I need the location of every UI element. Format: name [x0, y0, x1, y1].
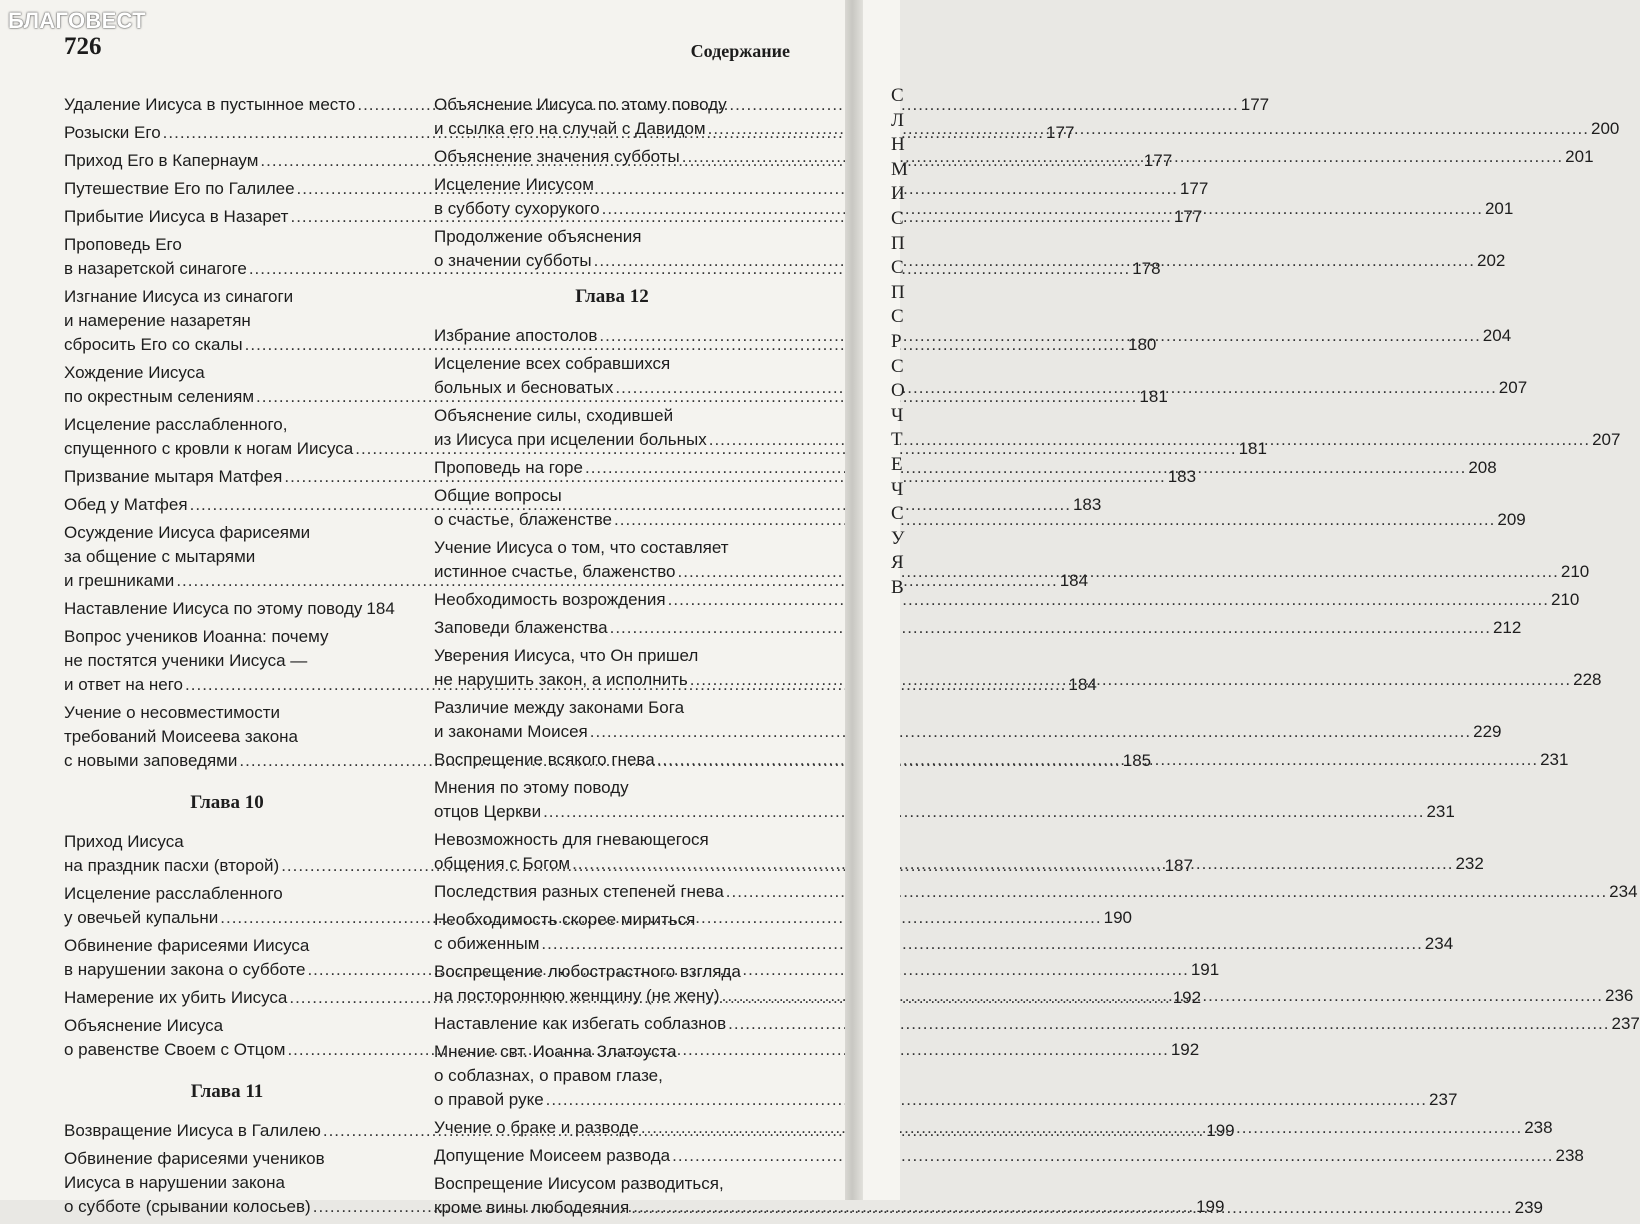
- toc-entry-title-line: Учение о браке и разводе: [434, 1118, 639, 1137]
- toc-entry-page: 234: [1609, 882, 1638, 901]
- dot-leader: [708, 117, 1589, 141]
- toc-entry-title-line: Наставление Иисуса по этому поводу: [64, 599, 363, 618]
- toc-entry-page: 177: [1240, 95, 1270, 114]
- dot-leader: [657, 748, 1538, 772]
- toc-entry-title-line: у овечьей купальни: [64, 908, 219, 927]
- toc-entry: [434, 696, 1502, 744]
- toc-entry-title-line: Общие вопросы: [434, 486, 562, 505]
- toc-entry-title-line: Приход Его в Капернаум: [64, 151, 259, 170]
- toc-entry-title-line: Объяснение силы, сходившей: [434, 406, 674, 425]
- facing-page-initials: [891, 84, 931, 600]
- toc-entry-title-line: о субботе (срывании колосьев): [64, 1197, 311, 1216]
- toc-entry-title-line: Иисуса в нарушении закона: [64, 1173, 285, 1192]
- toc-entry-title-line: Обвинение фарисеями учеников: [64, 1149, 325, 1168]
- toc-entry-page: 238: [1524, 1118, 1553, 1137]
- facing-page-initial: С: [891, 306, 904, 328]
- toc-entry-title-line: спущенного с кровли к ногам Иисуса: [64, 439, 354, 458]
- toc-entry-title-line: о правой руке: [434, 1090, 544, 1109]
- toc-entry-page: 237: [1611, 1014, 1640, 1033]
- toc-entry-page: 181: [1139, 387, 1168, 406]
- toc-entry-title-line: на праздник пасхи (второй): [64, 856, 280, 875]
- toc-entry-title-line: отцов Церкви: [434, 802, 542, 821]
- chapter-heading: Глава 11: [190, 1081, 264, 1102]
- watermark: БЛАГОВЕСТ: [8, 8, 146, 33]
- toc-entry-title-line: Воспрещение любострастного взгляда: [434, 962, 741, 981]
- toc-entry-title-line: Исцеление расслабленного,: [64, 415, 288, 434]
- toc-entry-title-line: Воспрещение Иисусом разводиться,: [434, 1174, 724, 1193]
- toc-entry-title-line: Учение о несовместимости: [64, 703, 281, 722]
- toc-entry-title-line: Возвращение Иисуса в Галилею: [64, 1121, 321, 1140]
- toc-entry-page: 207: [1592, 430, 1621, 449]
- toc-entry-title-line: Объяснение Иисуса по этому поводу: [434, 95, 727, 114]
- toc-entry-page: 208: [1468, 458, 1497, 477]
- toc-entry-page: 190: [1103, 908, 1132, 927]
- toc-entry-title-line: общения с Богом: [434, 854, 571, 873]
- toc-entry-page: 192: [1172, 988, 1202, 1007]
- toc-entry-title-line: Невозможность для гневающегося: [434, 830, 709, 849]
- dot-leader: [668, 588, 1549, 612]
- toc-entry-title-line: Проповедь на горе: [434, 458, 583, 477]
- toc-entry-page: 201: [1565, 147, 1594, 166]
- dot-leader: [590, 720, 1471, 744]
- facing-page-initial: Я: [891, 552, 904, 574]
- dot-leader: [594, 249, 1475, 273]
- toc-entry-title-line: Последствия разных степеней гнева: [434, 882, 724, 901]
- toc-entry-title-line: Объяснение значения субботы: [434, 147, 680, 166]
- facing-page-edge: [863, 0, 908, 1200]
- toc-entry-title-line: за общение с мытарями: [64, 547, 256, 566]
- toc-entry-title-line: на постороннюю женщину (не жену): [434, 986, 720, 1005]
- facing-page-initial: С: [891, 85, 904, 106]
- toc-entry-title-line: Продолжение объяснения: [434, 227, 642, 246]
- dot-leader: [641, 1116, 1522, 1140]
- dot-leader: [610, 616, 1491, 640]
- toc-entry-title-line: в нарушении закона о субботе: [64, 960, 306, 979]
- toc-entry-title-line: Удаление Иисуса в пустынное место: [64, 95, 356, 114]
- toc-entry-title-line: Учение Иисуса о том, что составляет: [434, 538, 729, 557]
- toc-entry-page: 200: [1590, 119, 1620, 138]
- dot-leader: [546, 1088, 1427, 1112]
- toc-entry-page: 238: [1555, 1146, 1584, 1165]
- toc-entry-title-line: о счастье, блаженстве: [434, 510, 612, 529]
- toc-entry-title-line: Мнения по этому поводу: [434, 778, 629, 797]
- toc-entry-page: 184: [1059, 571, 1089, 590]
- toc-entry: [434, 880, 1638, 904]
- toc-entry-title-line: Заповеди блаженства: [434, 618, 608, 637]
- toc-entry-title-line: и грешниками: [64, 571, 175, 590]
- toc-entry-page: 181: [1238, 439, 1267, 458]
- toc-entry-page: 177: [1173, 207, 1203, 226]
- toc-entry-title-line: не нарушить закон, а исполнить: [434, 670, 688, 689]
- facing-page-initial: В: [891, 576, 904, 598]
- toc-entry: [434, 1012, 1640, 1036]
- toc-entry-title-line: о равенстве Своем с Отцом: [64, 1040, 286, 1059]
- toc-entry-title-line: требований Моисеева закона: [64, 727, 298, 746]
- dot-leader: [602, 197, 1483, 221]
- toc-entry-title-line: Исцеление расслабленного: [64, 884, 283, 903]
- toc-entry-title-line: Необходимость возрождения: [434, 590, 666, 609]
- toc-entry-page: 229: [1473, 722, 1502, 741]
- toc-entry-title-line: Обвинение фарисеями Иисуса: [64, 936, 310, 955]
- facing-page-initial: Р: [891, 330, 902, 352]
- toc-entry: [434, 588, 1580, 612]
- toc-entry-title-line: Различие между законами Бога: [434, 698, 685, 717]
- toc-entry-page: 191: [1190, 960, 1220, 979]
- toc-entry: [434, 1144, 1584, 1168]
- toc-entry-title-line: о соблазнах, о правом глазе,: [434, 1066, 663, 1085]
- facing-page-initial: О: [891, 380, 905, 402]
- toc-entry-title-line: Призвание мытаря Матфея: [64, 467, 283, 486]
- toc-entry-title-line: в субботу сухорукого: [434, 199, 600, 218]
- chapter-heading: Глава 12: [575, 286, 649, 307]
- toc-entry-page: 231: [1426, 802, 1455, 821]
- toc-entry-page: 234: [1424, 934, 1454, 953]
- toc-entry-page: 183: [1167, 467, 1197, 486]
- toc-entry-title-line: Воспрещение всякого гнева: [434, 750, 655, 769]
- toc-entry-title-line: Прибытие Иисуса в Назарет: [64, 207, 289, 226]
- toc-entry-title-line: в назаретской синагоге: [64, 259, 247, 278]
- dot-leader: [543, 800, 1424, 824]
- toc-entry-page: 184: [1068, 675, 1097, 694]
- toc-entry-title-line: Приход Иисуса: [64, 832, 184, 851]
- toc-entry: [64, 597, 395, 621]
- toc-entry-title-line: Осуждение Иисуса фарисеями: [64, 523, 311, 542]
- toc-entry-title-line: Вопрос учеников Иоанна: почему: [64, 627, 329, 646]
- facing-page-initial: П: [891, 232, 905, 254]
- toc-entry-title-line: Намерение их убить Иисуса: [64, 988, 288, 1007]
- toc-entry-title-line: Допущение Моисеем развода: [434, 1146, 671, 1165]
- dot-leader: [631, 1196, 1512, 1220]
- toc-entry-page: 202: [1476, 251, 1506, 270]
- dot-leader: [678, 560, 1559, 584]
- toc-entry-page: 237: [1429, 1090, 1458, 1109]
- toc-entry-title-line: с новыми заповедями: [64, 751, 238, 770]
- toc-entry-page: 201: [1484, 199, 1514, 218]
- facing-page-initial: С: [891, 257, 904, 279]
- dot-leader: [709, 428, 1590, 452]
- toc-entry-page: 204: [1482, 326, 1512, 345]
- toc-entry-title-line: из Иисуса при исцелении больных: [434, 430, 707, 449]
- toc-entry-title-line: Хождение Иисуса: [64, 363, 205, 382]
- toc-entry-title-line: больных и бесноватых: [434, 378, 614, 397]
- toc-entry-page: 177: [1046, 123, 1075, 142]
- toc-entry-title-line: кроме вины любодеяния: [434, 1198, 630, 1217]
- dot-leader: [614, 508, 1495, 532]
- toc-entry-title-line: Избрание апостолов: [434, 326, 598, 345]
- facing-page-initial: Ч: [891, 404, 904, 426]
- dot-leader: [672, 1144, 1553, 1168]
- toc-entry-title-line: Путешествие Его по Галилее: [64, 179, 295, 198]
- toc-entry: [434, 776, 1455, 824]
- toc-entry-title-line: Исцеление Иисусом: [434, 175, 594, 194]
- toc-entry-page: 178: [1132, 259, 1161, 278]
- toc-entry-title-line: и ссылка его на случай с Давидом: [434, 119, 706, 138]
- toc-entry-page: 231: [1540, 750, 1569, 769]
- facing-page-initial: С: [891, 503, 904, 525]
- dot-leader: [572, 852, 1453, 876]
- toc-entry-title-line: по окрестным селениям: [64, 387, 255, 406]
- toc-entry-page: 177: [1179, 179, 1209, 198]
- facing-page-initial: П: [891, 281, 905, 303]
- toc-entry-page: 199: [1206, 1121, 1235, 1140]
- toc-entry-title-line: Исцеление всех собравшихся: [434, 354, 671, 373]
- toc-entry-page: 183: [1072, 495, 1102, 514]
- toc-entry-title-line: с обиженным: [434, 934, 540, 953]
- toc-entry-page: 199: [1196, 1197, 1225, 1216]
- toc-entry-page: 184: [366, 599, 395, 618]
- toc-entry-title-line: и ответ на него: [64, 675, 184, 694]
- toc-entry-title-line: Мнение свт. Иоанна Златоуста: [434, 1042, 677, 1061]
- page-number: 726: [64, 33, 102, 60]
- facing-page-initial: С: [891, 207, 904, 229]
- toc-entry-page: 228: [1573, 670, 1602, 689]
- toc-entry-page: 212: [1492, 618, 1522, 637]
- chapter-heading: Глава 10: [190, 792, 264, 813]
- book-gutter: [845, 0, 863, 1200]
- facing-page-initial: Н: [891, 134, 905, 156]
- facing-page-initial: Е: [891, 453, 903, 475]
- dot-leader: [682, 145, 1563, 169]
- running-title: Содержание: [690, 41, 790, 61]
- toc-entry-title-line: Изгнание Иисуса из синагоги: [64, 287, 294, 306]
- toc-entry-title-line: истинное счастье, блаженство: [434, 562, 676, 581]
- toc-entry-page: 187: [1164, 856, 1193, 875]
- toc-entry-title-line: Уверения Иисуса, что Он пришел: [434, 646, 699, 665]
- toc-entry-title-line: и законами Моисея: [434, 722, 588, 741]
- facing-page-initial: У: [891, 527, 905, 549]
- toc-entry-title-line: Объяснение Иисуса: [64, 1016, 224, 1035]
- toc-entry-title-line: Необходимость скорее мириться: [434, 910, 696, 929]
- facing-page-initial: И: [891, 183, 905, 205]
- toc-entry-title-line: сбросить Его со скалы: [64, 335, 243, 354]
- facing-page-initial: Ч: [891, 478, 904, 500]
- toc-entry-page: 177: [1143, 151, 1173, 170]
- toc-entry-page: 192: [1170, 1040, 1200, 1059]
- dot-leader: [690, 668, 1571, 692]
- toc-entry-page: 236: [1604, 986, 1634, 1005]
- dot-leader: [599, 324, 1480, 348]
- toc-entry-title-line: о значении субботы: [434, 251, 592, 270]
- toc-entry-title-line: Розыски Его: [64, 123, 161, 142]
- dot-leader: [615, 376, 1496, 400]
- toc-entry-page: 180: [1128, 335, 1157, 354]
- toc-entry-page: 185: [1122, 751, 1152, 770]
- toc-entry-title-line: Обед у Матфея: [64, 495, 188, 514]
- facing-page-initial: М: [891, 158, 908, 180]
- facing-page-initial: Л: [891, 109, 904, 131]
- toc-entry-page: 232: [1455, 854, 1484, 873]
- facing-page-initial: С: [891, 355, 904, 377]
- toc-entry-title-line: не постятся ученики Иисуса —: [64, 651, 308, 670]
- toc-entry-page: 239: [1514, 1198, 1543, 1217]
- toc-entry-page: 210: [1551, 590, 1580, 609]
- toc-entry-title-line: Проповедь Его: [64, 235, 182, 254]
- toc-entry-title-line: Наставление как избегать соблазнов: [434, 1014, 727, 1033]
- dot-leader: [585, 456, 1466, 480]
- toc-entry: [434, 616, 1522, 640]
- toc-entry-page: 207: [1498, 378, 1528, 397]
- toc-entry-page: 210: [1560, 562, 1590, 581]
- toc-entry-title-line: и намерение назаретян: [64, 311, 251, 330]
- dot-leader: [541, 932, 1422, 956]
- facing-page-initial: Т: [891, 429, 903, 451]
- toc-entry-page: 209: [1497, 510, 1526, 529]
